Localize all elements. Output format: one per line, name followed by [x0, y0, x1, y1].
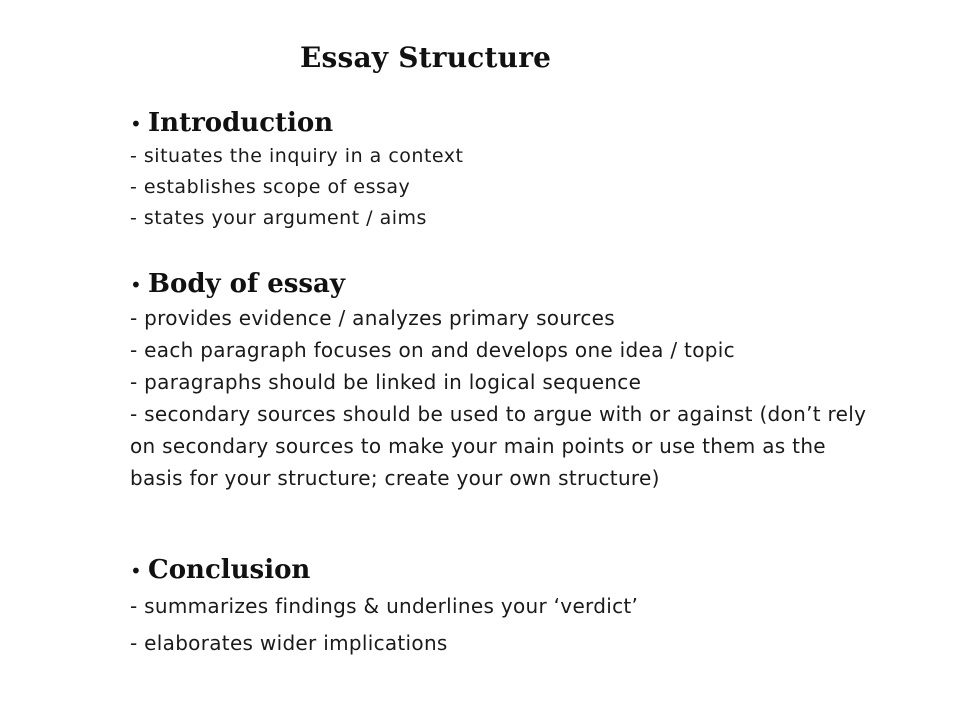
bullet-icon: • [130, 273, 142, 297]
section-heading-label: Conclusion [148, 555, 311, 585]
section-heading-introduction [130, 106, 870, 141]
section-introduction [130, 106, 870, 234]
section-conclusion [130, 553, 870, 662]
list-item: - situates the inquiry in a context [130, 145, 464, 167]
list-item: - each paragraph focuses on and develops one idea / topic [130, 338, 735, 362]
conclusion-points [130, 588, 870, 662]
list-item: - summarizes findings & underlines your ‘verdict’ [130, 594, 639, 618]
section-heading-label: Introduction [148, 108, 334, 138]
introduction-points [130, 141, 870, 234]
section-heading-conclusion [130, 553, 870, 588]
list-item: - paragraphs should be linked in logical sequence [130, 370, 642, 394]
section-heading-label: Body of essay [148, 269, 346, 299]
bullet-icon: • [130, 112, 142, 136]
list-item: - establishes scope of essay [130, 176, 411, 198]
bullet-icon: • [130, 559, 142, 583]
list-item: - provides evidence / analyzes primary sources [130, 306, 616, 330]
section-heading-body [130, 267, 870, 302]
list-item: - states your argument / aims [130, 207, 427, 229]
section-body-of-essay [130, 267, 870, 494]
list-item: - secondary sources should be used to argue with or against (don’t rely on secondary sources to make your main points or use them as the basis for your structure; create your own structure) [130, 402, 867, 490]
slide-title: Essay Structure [300, 41, 552, 74]
body-points [130, 302, 870, 494]
list-item: - elaborates wider implications [130, 631, 448, 655]
